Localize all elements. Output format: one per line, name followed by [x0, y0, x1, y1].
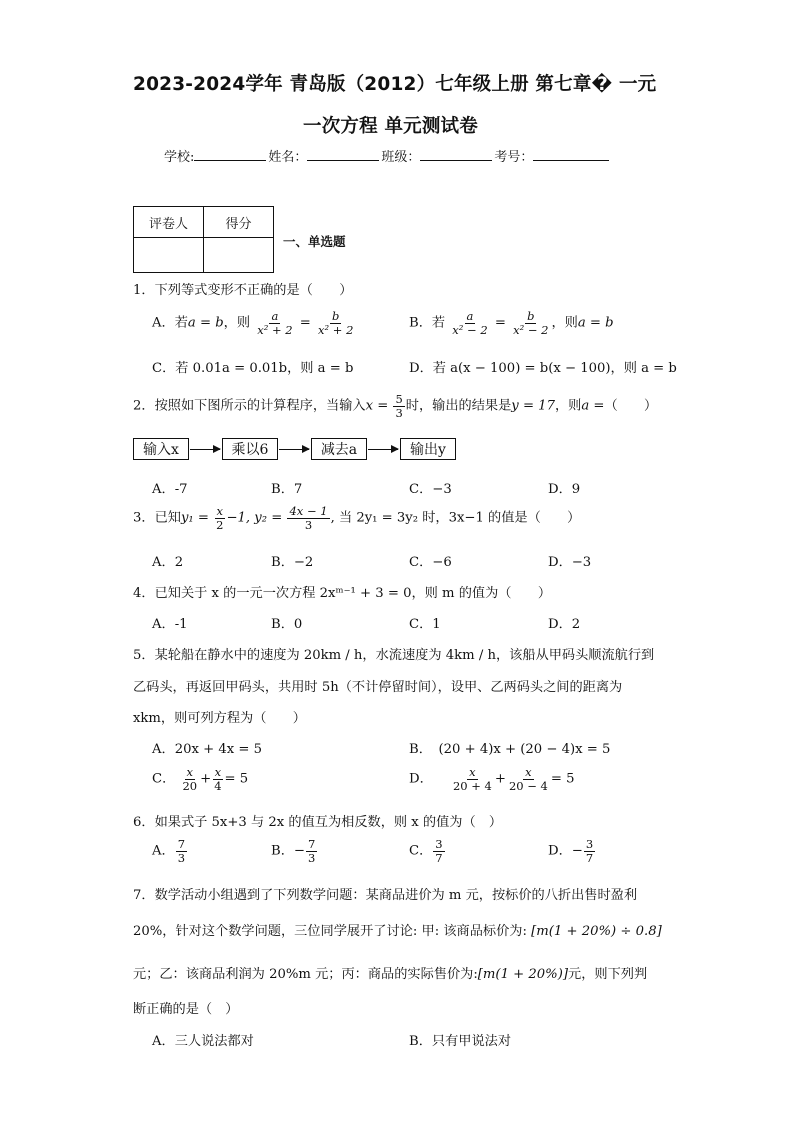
q1-b-prefix: B．若: [409, 315, 446, 331]
q5-c-prefix: C．: [152, 771, 176, 787]
q3-y1: y₁ =: [180, 510, 209, 526]
q5-d-frac-2: $\frac{x}{20 - 4}$: [508, 765, 548, 793]
q1-a-eq: a = b: [187, 315, 224, 331]
student-info-row: [164, 146, 611, 165]
q5-c-plus: +: [200, 771, 212, 787]
q2-stem: [133, 393, 657, 419]
q5-option-c[interactable]: [152, 766, 248, 792]
q2-option-b[interactable]: B．7: [271, 482, 303, 497]
flow-subtract-box: 减去a: [311, 438, 367, 460]
q1-b-frac-1: $\frac{a}{\text{x² − 2}}$: [452, 309, 488, 337]
flow-arrow-1: [190, 449, 220, 450]
q5-c-post: = 5: [224, 771, 249, 787]
q1-option-d[interactable]: D．若 a(x − 100) = b(x − 100)，则 a = b: [409, 361, 677, 376]
q5-d-prefix: D．: [409, 771, 433, 787]
q1-a-frac-2: $\frac{b}{\text{x² + 2}}$: [318, 309, 354, 337]
q1-b-eq: a = b: [577, 315, 614, 331]
q6-c-prefix: C．: [409, 843, 433, 859]
q6-stem: 6．如果式子 5x+3 与 2x 的值互为相反数，则 x 的值为（ ）: [133, 815, 503, 830]
reviewer-header: 评卷人: [134, 207, 204, 238]
q1-option-b[interactable]: B．若 $\frac{a}{\text{x² − 2}}$ = $\frac{b}{\text{x² − 2}}$ ，则a = b: [409, 309, 614, 337]
q7-line-1: 7．数学活动小组遇到了下列数学问题：某商品进价为 m 元，按标价的八折出售时盈利: [133, 888, 638, 903]
school-blank[interactable]: [194, 148, 266, 161]
q1-a-mid: ，则: [223, 315, 251, 331]
class-blank[interactable]: [420, 148, 492, 161]
q7-option-a[interactable]: A．三人说法都对: [152, 1034, 254, 1049]
q6-b-prefix: B．−: [271, 843, 305, 859]
q7-option-b[interactable]: B．只有甲说法对: [409, 1034, 512, 1049]
q3-option-d[interactable]: D．−3: [548, 555, 592, 570]
q5-option-a[interactable]: A．20x + 4x = 5: [152, 742, 263, 757]
q2-stem-post: 时，输出的结果是: [405, 398, 512, 414]
flow-arrow-2: [279, 449, 309, 450]
school-label: 学校:: [164, 150, 195, 165]
id-label: 考号：: [494, 150, 534, 165]
q3-option-b[interactable]: B．−2: [271, 555, 314, 570]
q4-option-a[interactable]: A．-1: [152, 617, 188, 632]
q6-option-a[interactable]: [152, 838, 188, 864]
q3-option-a[interactable]: A．2: [152, 555, 184, 570]
q6-option-c[interactable]: [409, 838, 446, 864]
q7-line-3: [133, 963, 647, 982]
q1-b-mid: ，则: [551, 315, 578, 331]
q2-bracket: （ ）: [604, 398, 658, 414]
q2-option-a[interactable]: A．-7: [152, 482, 188, 497]
q3-pre: 3．已知: [133, 510, 181, 526]
q5-line-3: xkm，则可列方程为（ ）: [133, 711, 306, 726]
q1-stem: 1．下列等式变形不正确的是（ ）: [133, 283, 353, 298]
q2-stem-pre: 2．按照如下图所示的计算程序，当输入: [133, 398, 366, 414]
q2-option-c[interactable]: C．−3: [409, 482, 452, 497]
q5-c-frac-2: $\frac{x}{4}$: [214, 765, 222, 793]
q5-option-d[interactable]: [409, 766, 574, 792]
class-label: 班级：: [381, 150, 421, 165]
q3-frac-1: $\frac{x}{2}$: [216, 504, 224, 532]
q1-a-prefix: A．若: [152, 315, 188, 331]
q2-a-eq: a =: [581, 398, 605, 414]
q6-option-b[interactable]: [271, 838, 318, 864]
q2-x-eq: x =: [365, 398, 389, 414]
q4-stem: 4．已知关于 x 的一元一次方程 2xᵐ⁻¹ + 3 = 0，则 m 的值为（ ）: [133, 586, 552, 601]
q1-b-frac-2: $\frac{b}{\text{x² − 2}}$: [513, 309, 549, 337]
q4-option-b[interactable]: B．0: [271, 617, 303, 632]
q7-line-4: 断正确的是（ ）: [133, 1002, 239, 1017]
q6-a-frac: $\frac{7}{3}$: [177, 837, 186, 865]
q5-d-post: = 5: [550, 771, 575, 787]
flow-arrow-3: [368, 449, 398, 450]
q1-option-a[interactable]: A．若a = b，则 $\frac{a}{\text{x² + 2}}$ = $\frac{b}{\text{x² + 2}}$: [152, 309, 354, 337]
q5-c-frac-1: $\frac{x}{20}$: [182, 765, 198, 793]
q2-y-eq: y = 17: [511, 398, 555, 414]
q4-option-c[interactable]: C．1: [409, 617, 441, 632]
q3-option-c[interactable]: C．−6: [409, 555, 452, 570]
q7-line-2: [133, 920, 662, 939]
q6-d-prefix: D．−: [548, 843, 583, 859]
score-header: 得分: [204, 207, 274, 238]
score-cell[interactable]: [204, 238, 274, 273]
q5-d-plus: +: [494, 771, 506, 787]
q6-option-d[interactable]: [548, 838, 596, 864]
q7-line-3-text: 元；乙：该商品利润为 20%m 元；丙：商品的实际售价为:: [133, 967, 478, 982]
q5-d-frac-1: $\frac{x}{20 + 4}$: [452, 765, 492, 793]
q3-mid: −1, y₂ =: [226, 510, 283, 526]
title-line-1: 2023-2024学年 青岛版（2012）七年级上册 第七章� 一元: [133, 74, 657, 95]
q5-option-b[interactable]: B． (20 + 4)x + (20 − 4)x = 5: [409, 742, 611, 757]
q1-a-frac-1: $\frac{a}{\text{x² + 2}}$: [257, 309, 293, 337]
q2-option-d[interactable]: D．9: [548, 482, 581, 497]
q6-c-frac: $\frac{3}{7}$: [435, 837, 443, 865]
q3-frac-2: $\frac{4x - 1}{3}$: [289, 504, 328, 532]
q6-d-frac: $\frac{3}{7}$: [585, 837, 594, 865]
name-label: 姓名：: [268, 150, 308, 165]
q2-frac: $\frac{5}{3}$: [395, 392, 403, 420]
q3-stem: [133, 505, 580, 531]
q6-b-frac: $\frac{7}{3}$: [307, 837, 316, 865]
q5-line-2: 乙码头，再返回甲码头，共用时 5h（不计停留时间），设甲、乙两码头之间的距离为: [133, 680, 623, 695]
q6-a-prefix: A．: [152, 843, 175, 859]
q5-line-1: 5．某轮船在静水中的速度为 20km / h，水流速度为 4km / h，该船从甲码头顺流航行到: [133, 648, 655, 663]
title-line-2: 一次方程 单元测试卷: [303, 116, 478, 137]
section-single-choice: 一、单选题: [283, 234, 346, 249]
flow-multiply-box: 乘以6: [222, 438, 278, 460]
q7-expr-jia: [m(1 + 20%) ÷ 0.8]: [531, 924, 662, 939]
q1-option-c[interactable]: C．若 0.01a = 0.01b，则 a = b: [152, 361, 354, 376]
q4-option-d[interactable]: D．2: [548, 617, 581, 632]
reviewer-cell[interactable]: [134, 238, 204, 273]
q7-line-3-end: 元，则下列判: [568, 967, 648, 982]
flow-output-box: 输出y: [400, 438, 456, 460]
name-blank[interactable]: [307, 148, 379, 161]
q7-line-2-text: 20%，针对这个数学问题，三位同学展开了讨论: 甲: 该商品标价为:: [133, 924, 527, 939]
score-table: [133, 206, 274, 273]
flow-input-box: 输入x: [133, 438, 189, 460]
q2-stem-end: ，则: [554, 398, 582, 414]
q3-post: , 当 2y₁ = 3y₂ 时，3x−1 的值是（ ）: [330, 510, 581, 526]
id-blank[interactable]: [533, 148, 609, 161]
q7-expr-bing: [m(1 + 20%)]: [477, 967, 569, 982]
